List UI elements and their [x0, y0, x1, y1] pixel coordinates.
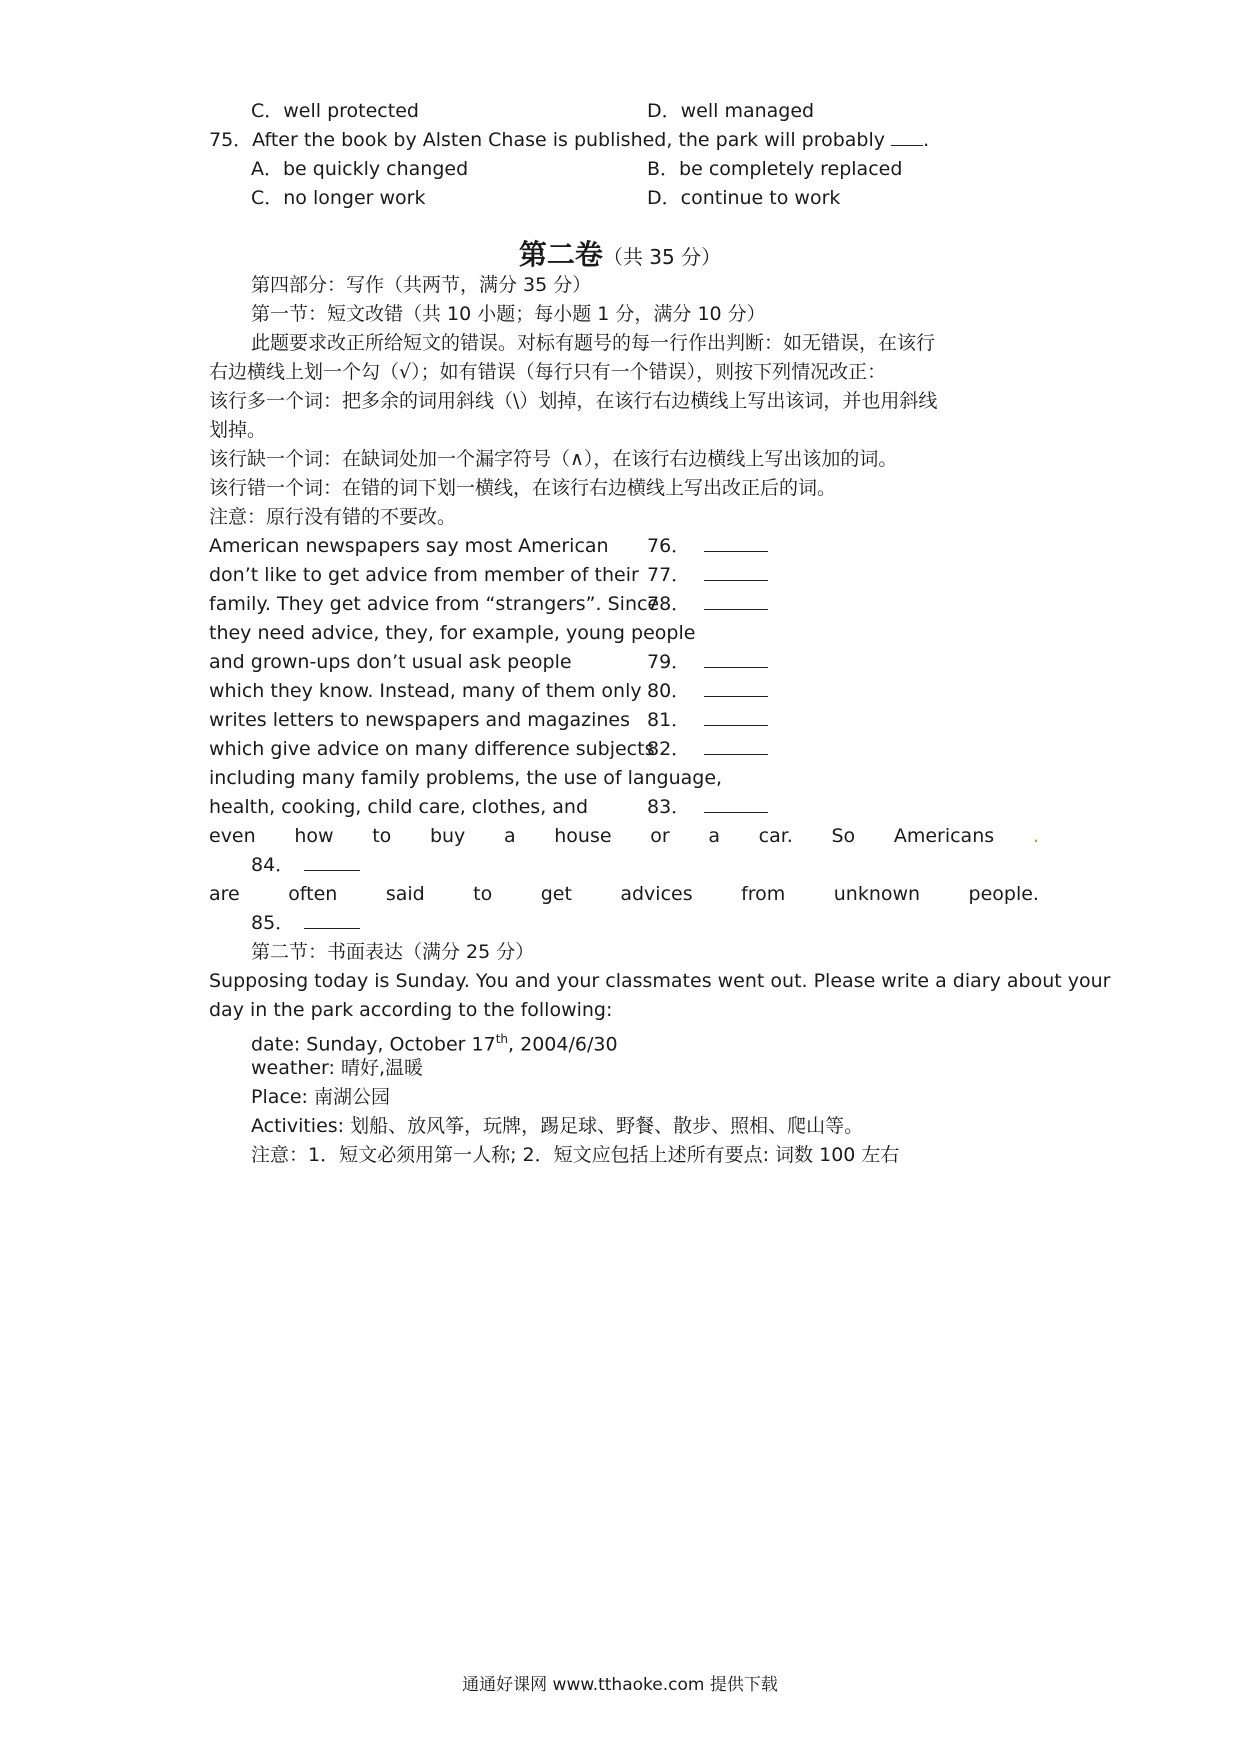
section1-heading: 第一节：短文改错（共 10 小题；每小题 1 分，满分 10 分） — [251, 303, 766, 325]
instruction-line-1: 此题要求改正所给短文的错误。对标有题号的每一行作出判断：如无错误，在该行 — [251, 332, 936, 354]
word: from — [741, 883, 786, 905]
passage-line: which give advice on many difference subjects — [209, 738, 655, 760]
word: said — [385, 883, 425, 905]
passage-line-85 — [209, 881, 1039, 907]
passage-line: health, cooking, child care, clothes, and — [209, 796, 589, 818]
passage-line: American newspapers say most American — [209, 535, 609, 557]
item-number-84: 84． — [251, 854, 295, 876]
word: to — [473, 883, 493, 905]
instruction-line-5: 该行缺一个词：在缺词处加一个漏字符号（∧），在该行右边横线上写出该加的词。 — [209, 448, 898, 470]
diary-place: Place: 南湖公园 — [251, 1086, 390, 1108]
item-number-85: 85． — [251, 912, 295, 934]
diary-activities: Activities: 划船、放风筝，玩牌，踢足球、野餐、散步、照相、爬山等。 — [251, 1115, 864, 1137]
q75-option-b: B．be completely replaced — [647, 158, 903, 180]
word: a — [503, 825, 516, 847]
word: house — [554, 825, 612, 847]
q74-option-d: D．well managed — [647, 100, 815, 122]
passage-line: they need advice, they, for example, young people — [209, 622, 696, 644]
diary-weather: weather: 晴好,温暖 — [251, 1057, 424, 1079]
instruction-line-7: 注意：原行没有错的不要改。 — [209, 506, 457, 528]
word: So — [831, 825, 856, 847]
item-number-82: 82． — [647, 738, 691, 760]
word: people. — [968, 883, 1039, 905]
item-84 — [251, 852, 360, 878]
item-number-76: 76． — [647, 535, 691, 557]
passage-line: family. They get advice from “strangers”. Since — [209, 593, 660, 615]
word: to — [372, 825, 392, 847]
q75-stem — [209, 127, 929, 153]
date-label: date: Sunday, October 17 — [251, 1033, 496, 1056]
word: get — [540, 883, 572, 905]
passage-number — [647, 591, 768, 617]
stray-mark: . — [1032, 825, 1039, 847]
instruction-line-3: 该行多一个词：把多余的词用斜线（\）划掉，在该行右边横线上写出该词，并也用斜线 — [209, 390, 938, 412]
q75-option-d: D．continue to work — [647, 187, 841, 209]
instruction-line-2: 右边横线上划一个勾（√）；如有错误（每行只有一个错误），则按下列情况改正： — [209, 361, 887, 383]
date-suffix: th — [495, 1032, 509, 1046]
answer-blank-76[interactable] — [704, 533, 768, 552]
passage-number — [647, 533, 768, 559]
item-number-80: 80． — [647, 680, 691, 702]
passage-line: including many family problems, the use of language, — [209, 767, 723, 789]
item-number-77: 77． — [647, 564, 691, 586]
passage-number — [647, 736, 768, 762]
q75-option-c: C．no longer work — [251, 187, 426, 209]
word: how — [294, 825, 334, 847]
q75-answer-blank[interactable] — [891, 129, 923, 146]
word: a — [708, 825, 720, 847]
passage-line-84 — [209, 823, 1039, 849]
passage-number — [647, 678, 768, 704]
answer-blank-85[interactable] — [304, 910, 360, 929]
passage-line: writes letters to newspapers and magazines — [209, 709, 631, 731]
answer-blank-79[interactable] — [704, 649, 768, 668]
q75-stem-text: 75．After the book by Alsten Chase is published, the park will probably — [209, 129, 886, 151]
item-number-83: 83． — [647, 796, 691, 818]
word: Americans — [893, 825, 995, 847]
writing-note: 注意：1．短文必须用第一人称; 2．短文应包括上述所有要点: 词数 100 左右 — [251, 1144, 900, 1166]
passage-number — [647, 649, 768, 675]
word: car. — [758, 825, 793, 847]
word: are — [209, 883, 240, 905]
q75-option-a: A．be quickly changed — [251, 158, 469, 180]
answer-blank-83[interactable] — [704, 794, 768, 813]
writing-prompt-line-2: day in the park according to the following: — [209, 999, 613, 1021]
part4-heading: 第四部分：写作（共两节，满分 35 分） — [251, 274, 592, 296]
item-number-81: 81． — [647, 709, 691, 731]
passage-line: which they know. Instead, many of them only — [209, 680, 642, 702]
answer-blank-81[interactable] — [704, 707, 768, 726]
section-title-sub: （共 35 分） — [602, 245, 722, 269]
writing-prompt-line-1: Supposing today is Sunday. You and your classmates went out. Please write a diary about your — [209, 970, 1111, 992]
passage-number — [647, 707, 768, 733]
page-footer: 通通好课网 www.tthaoke.com 提供下载 — [462, 1675, 778, 1695]
answer-blank-82[interactable] — [704, 736, 768, 755]
word: buy — [429, 825, 466, 847]
item-number-78: 78． — [647, 593, 691, 615]
item-85 — [251, 910, 360, 936]
passage-number — [647, 562, 768, 588]
passage-line: and grown-ups don’t usual ask people — [209, 651, 572, 673]
item-number-79: 79． — [647, 651, 691, 673]
diary-date — [251, 1026, 618, 1057]
word: advices — [620, 883, 693, 905]
q75-stem-end: . — [923, 129, 930, 151]
word: often — [288, 883, 338, 905]
instruction-line-6: 该行错一个词：在错的词下划一横线，在该行右边横线上写出改正后的词。 — [209, 477, 837, 499]
passage-line: don’t like to get advice from member of their — [209, 564, 639, 586]
word: unknown — [833, 883, 921, 905]
answer-blank-77[interactable] — [704, 562, 768, 581]
instruction-line-4: 划掉。 — [209, 419, 267, 441]
word: even — [209, 825, 256, 847]
answer-blank-78[interactable] — [704, 591, 768, 610]
answer-blank-84[interactable] — [304, 852, 360, 871]
section-title-main: 第二卷 — [518, 238, 603, 271]
section-title — [0, 238, 1240, 275]
passage-number — [647, 794, 768, 820]
word: or — [650, 825, 670, 847]
q74-option-c: C．well protected — [251, 100, 419, 122]
section2-heading: 第二节：书面表达（满分 25 分） — [251, 941, 535, 963]
date-tail: , 2004/6/30 — [508, 1033, 618, 1056]
answer-blank-80[interactable] — [704, 678, 768, 697]
